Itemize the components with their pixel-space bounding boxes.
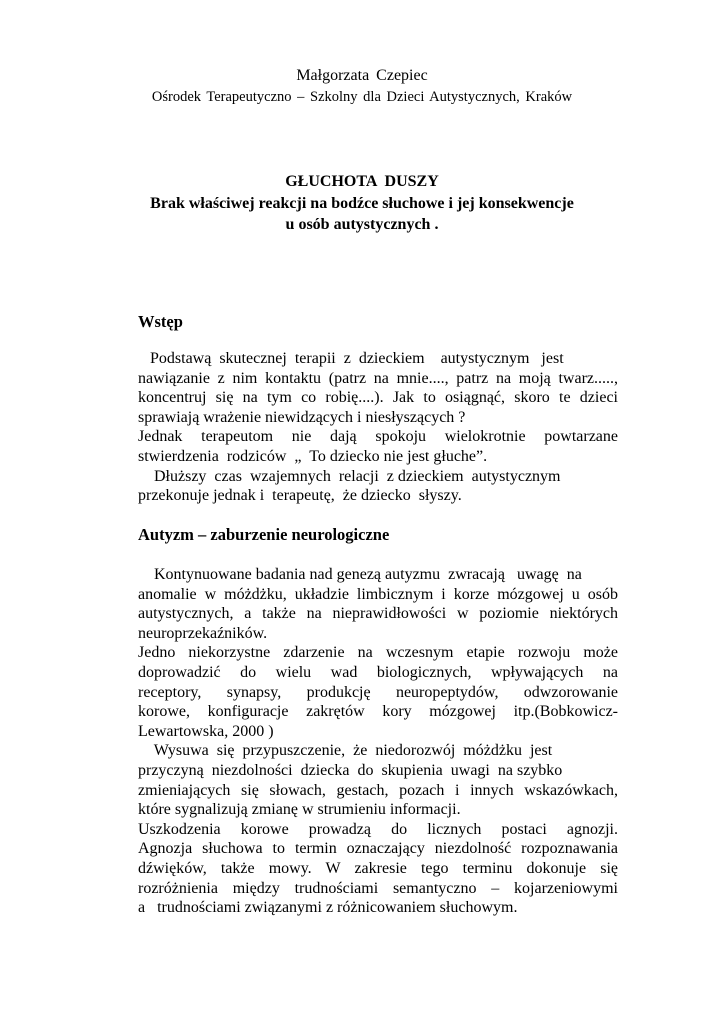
text-line: dźwięków, także mowy. W zakresie tego terminu dokonuje się — [138, 859, 618, 877]
subtitle-line: Brak właściwej reakcji na bodźce słuchowe i jej konsekwencje — [150, 195, 574, 212]
text-line: sprawiają wrażenie niewidzących i niesłyszących ? — [138, 408, 466, 426]
text-line: Lewartowska, 2000 ) — [138, 722, 274, 740]
text-line: Uszkodzenia korowe prowadzą do licznych postaci agnozji. — [138, 820, 618, 838]
text-line: przyczyną niezdolności dziecka do skupienia uwagi na szybko — [138, 761, 563, 779]
text-line: receptory, synapsy, produkcję neuropeptydów, odwzorowanie — [138, 683, 618, 701]
paper-subtitle — [0, 193, 724, 235]
subtitle-line: u osób autystycznych . — [285, 216, 439, 233]
section-body-intro — [138, 349, 618, 506]
author-affiliation: Ośrodek Terapeutyczno – Szkolny dla Dzieci Autystycznych, Kraków — [151, 89, 573, 105]
paper-title: GŁUCHOTA DUSZY — [285, 173, 439, 190]
text-line: zmieniających się słowach, gestach, pozach i innych wskazówkach, — [138, 781, 618, 799]
text-line: nawiązanie z nim kontaktu (patrz na mnie...., patrz na moją twarz....., — [138, 369, 618, 387]
text-line: które sygnalizują zmianę w strumieniu informacji. — [138, 801, 461, 819]
text-line: Kontynuowane badania nad genezą autyzmu zwracają uwagę na — [138, 566, 582, 583]
text-line: rozróżnienia między trudnościami semantyczno – kojarzeniowymi — [138, 879, 618, 897]
text-line: korowe, konfiguracje zakrętów kory mózgowej itp.(Bobkowicz- — [138, 703, 618, 721]
section-heading-neurology: Autyzm – zaburzenie neurologiczne — [138, 525, 390, 544]
text-line: Agnozja słuchowa to termin oznaczający niezdolność rozpoznawania — [138, 840, 618, 858]
section-body-neurology — [138, 565, 618, 918]
text-line: koncentruj się na tym co robię....). Jak to osiągnąć, skoro te dzieci — [138, 389, 618, 407]
text-line: Jedno niekorzystne zdarzenie na wczesnym etapie rozwoju może — [138, 644, 618, 662]
text-line: anomalie w móżdżku, układzie limbicznym i korze mózgowej u osób — [138, 585, 618, 603]
text-line: stwierdzenia rodziców „ To dziecko nie jest głuche”. — [138, 447, 488, 465]
text-line: a trudnościami związanymi z różnicowaniem słuchowym. — [138, 899, 518, 917]
text-line: doprowadzić do wielu wad biologicznych, wpływających na — [138, 663, 618, 681]
author-name: Małgorzata Czepiec — [296, 67, 428, 84]
text-line: przekonuje jednak i terapeutę, że dziecko słyszy. — [138, 487, 462, 505]
section-heading-intro: Wstęp — [138, 312, 183, 331]
text-line: Dłuższy czas wzajemnych relacji z dzieckiem autystycznym — [138, 467, 561, 485]
text-line: Podstawą skutecznej terapii z dzieckiem autystycznym jest — [138, 350, 564, 367]
text-line: neuroprzekaźników. — [138, 624, 268, 642]
text-line: Jednak terapeutom nie dają spokoju wielokrotnie powtarzane — [138, 428, 618, 446]
text-line: Wysuwa się przypuszczenie, że niedorozwój móżdżku jest — [138, 742, 553, 760]
text-line: autystycznych, a także na nieprawidłowości w poziomie niektórych — [138, 605, 618, 623]
